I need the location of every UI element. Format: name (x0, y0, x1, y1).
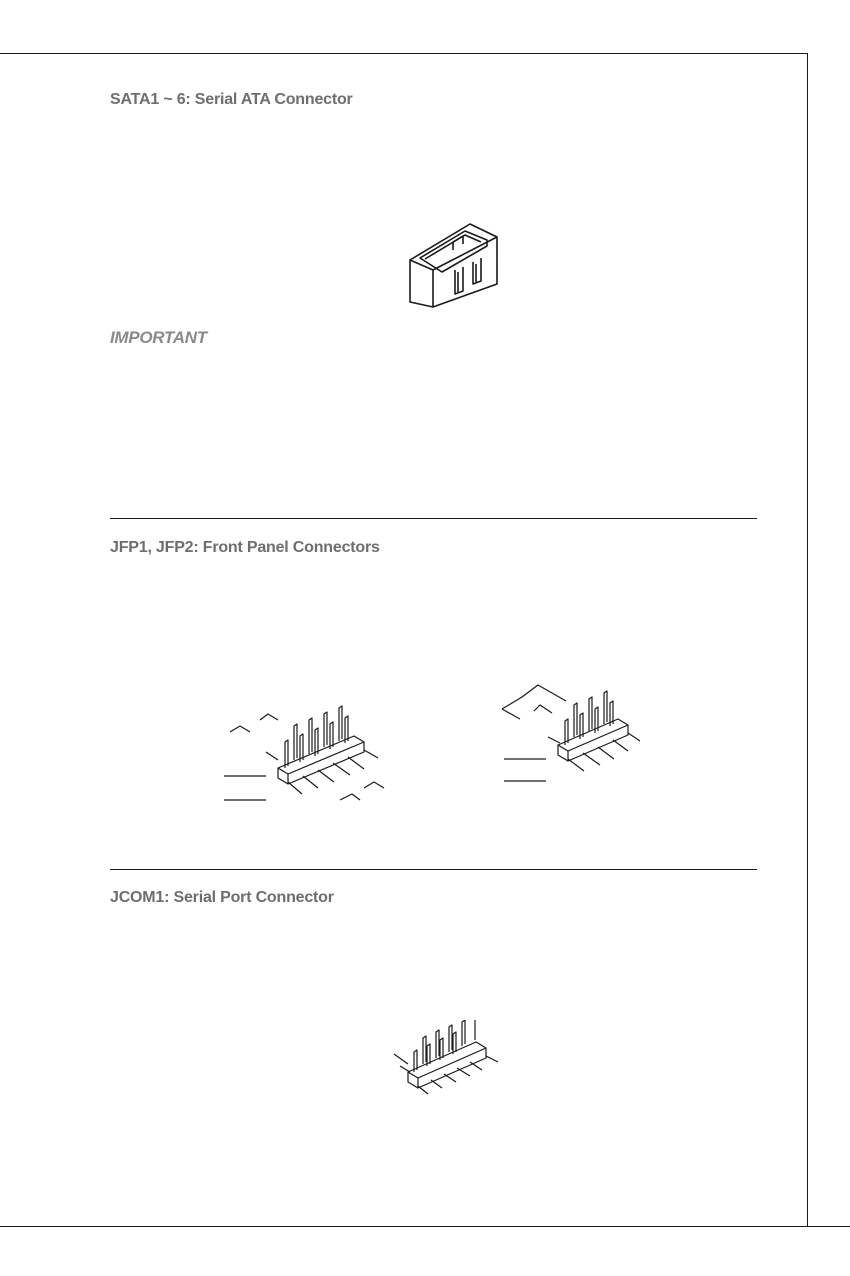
page-frame-bottom (0, 1226, 850, 1227)
jfp1-header-figure (222, 702, 392, 812)
jfp2-header-figure (500, 683, 640, 788)
sata-heading: SATA1 ~ 6: Serial ATA Connector (110, 91, 353, 108)
jcom-heading: JCOM1: Serial Port Connector (110, 889, 334, 906)
section-divider (110, 518, 757, 519)
page-frame-top (0, 53, 807, 54)
jfp-heading: JFP1, JFP2: Front Panel Connectors (110, 539, 380, 556)
important-label: IMPORTANT (110, 328, 207, 347)
section-divider (110, 869, 757, 870)
sata-connector-figure (405, 222, 510, 312)
page-frame-right (807, 53, 808, 1227)
jcom1-header-figure (392, 1020, 502, 1095)
